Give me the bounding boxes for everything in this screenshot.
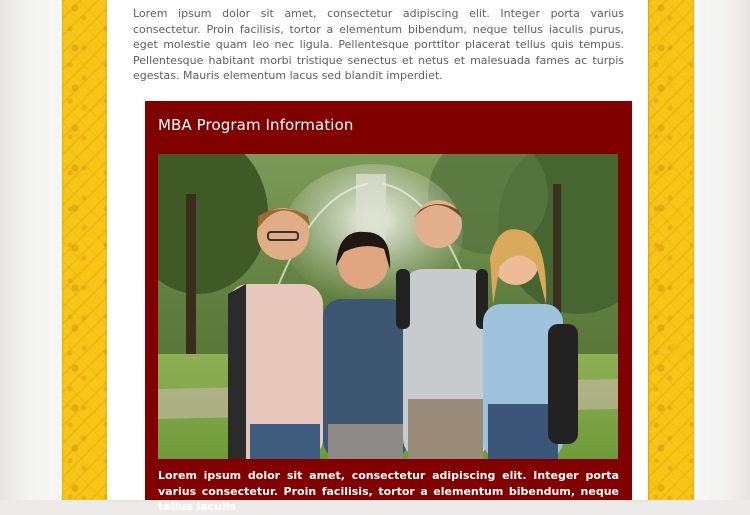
decorative-border-left — [62, 0, 108, 500]
mba-info-box — [145, 101, 632, 513]
main-content — [107, 0, 648, 513]
decorative-border-right — [648, 0, 694, 500]
students-photo — [158, 154, 618, 459]
intro-paragraph: Lorem ipsum dolor sit amet, consectetur adipiscing elit. Integer porta varius consectetur. Proin facilisis, tortor a elementum bibendum, neque tellus iaculis purus, eget molestie quam leo nec ligula. Pellentesque porttitor placerat tellus quis tempus. Pellentesque habitant morbi tristique senectus et netus et malesuada fames ac turpis egestas. Mauris elementum lacus sed blandit imperdiet. — [133, 7, 624, 82]
mba-info-title: MBA Program Information — [158, 116, 354, 134]
mba-info-text: Lorem ipsum dolor sit amet, consectetur adipiscing elit. Integer porta varius consectetur. Proin facilisis, tortor a elementum bibendum, neque tellus iaculis — [158, 469, 619, 513]
